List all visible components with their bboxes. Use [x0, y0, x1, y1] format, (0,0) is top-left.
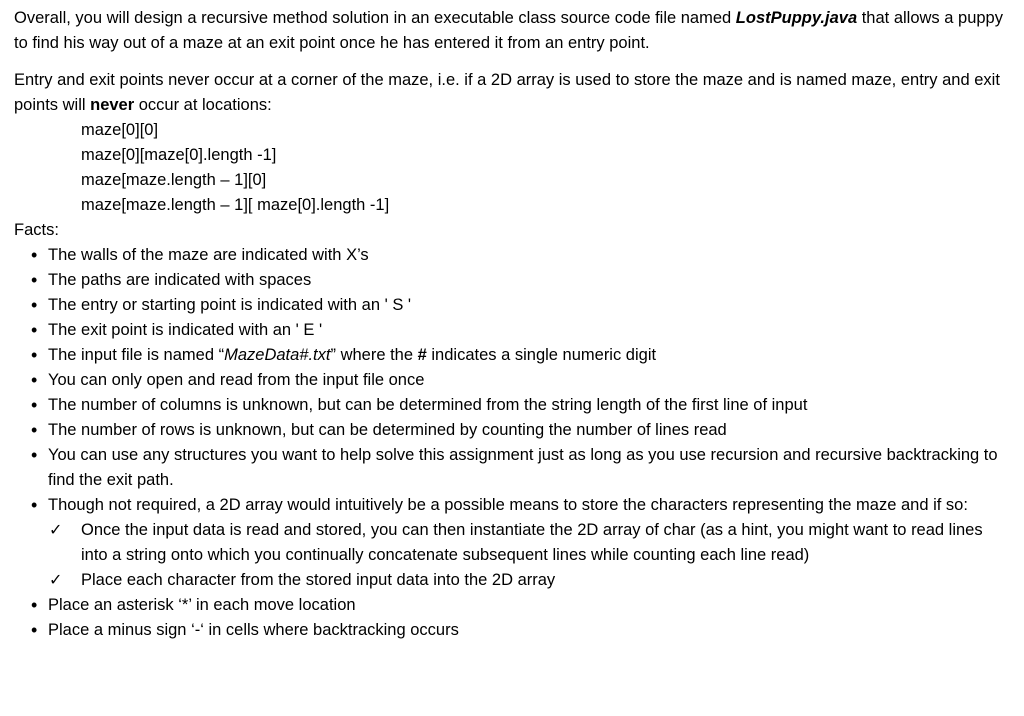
sub-list-item [48, 518, 1010, 568]
sub-list-item [48, 568, 1010, 593]
list-item [31, 268, 1010, 293]
fact-text: ” where the [330, 346, 418, 364]
fact-text: You can use any structures you want to help solve this assignment just as long as you use recursion and recursive backtracking to find the exit path. [48, 446, 998, 489]
rule-text-1: Entry and exit points never occur at a corner of the maze, i.e. if a 2D array is used to store the maze and is named maze, entry and exit points will [14, 71, 1000, 114]
list-item [31, 243, 1010, 268]
facts-list [14, 243, 1010, 643]
rule-paragraph [14, 68, 1010, 118]
list-item [31, 293, 1010, 318]
fact-text: The exit point is indicated with an ' E ' [48, 321, 323, 339]
fact-text: The input file is named “ [48, 346, 225, 364]
location-line: maze[maze.length – 1][ maze[0].length -1] [81, 196, 390, 214]
fact-text: The paths are indicated with spaces [48, 271, 312, 289]
fact-text: Though not required, a 2D array would intuitively be a possible means to store the characters representing the maze and if so: [48, 496, 968, 514]
input-filename: MazeData#.txt [224, 346, 331, 364]
hash-symbol: # [417, 346, 427, 364]
fact-text: The number of columns is unknown, but can be determined from the string length of the first line of input [48, 396, 808, 414]
checkmark-icon: ✓ [49, 522, 63, 539]
list-item [31, 443, 1010, 493]
list-item [31, 318, 1010, 343]
fact-text: The walls of the maze are indicated with X’s [48, 246, 369, 264]
location-line: maze[0][maze[0].length -1] [81, 146, 277, 164]
location-line: maze[0][0] [81, 121, 159, 139]
list-item [31, 493, 1010, 593]
fact-text: You can only open and read from the input file once [48, 371, 425, 389]
rule-text-2: occur at locations: [134, 96, 272, 114]
list-item [31, 593, 1010, 618]
fact-text: The entry or starting point is indicated with an ' S ' [48, 296, 412, 314]
intro-text-2: that allows a puppy to find his way out of a maze at an exit point once he has entered it from an entry point. [14, 9, 1003, 52]
checkmark-icon: ✓ [49, 572, 63, 589]
sub-item-text: Once the input data is read and stored, you can then instantiate the 2D array of char (as a hint, you might want to read lines into a string onto which you continually concatenate subsequent lines while counting each line read) [81, 521, 983, 564]
fact-text: indicates a single numeric digit [426, 346, 657, 364]
sub-list [48, 518, 1010, 593]
list-item [31, 393, 1010, 418]
intro-text-1: Overall, you will design a recursive method solution in an executable class source code file named [14, 9, 736, 27]
corner-locations [81, 118, 1010, 218]
fact-text: The number of rows is unknown, but can be determined by counting the number of lines read [48, 421, 727, 439]
list-item [31, 418, 1010, 443]
location-line: maze[maze.length – 1][0] [81, 171, 267, 189]
facts-heading: Facts: [14, 221, 59, 239]
intro-filename: LostPuppy.java [735, 9, 858, 27]
fact-text: Place a minus sign ‘-‘ in cells where backtracking occurs [48, 621, 459, 639]
sub-item-text: Place each character from the stored input data into the 2D array [81, 571, 556, 589]
list-item [31, 618, 1010, 643]
fact-text: Place an asterisk ‘*’ in each move location [48, 596, 356, 614]
rule-never: never [90, 96, 135, 114]
intro-paragraph [14, 6, 1010, 56]
list-item [31, 343, 1010, 368]
list-item [31, 368, 1010, 393]
